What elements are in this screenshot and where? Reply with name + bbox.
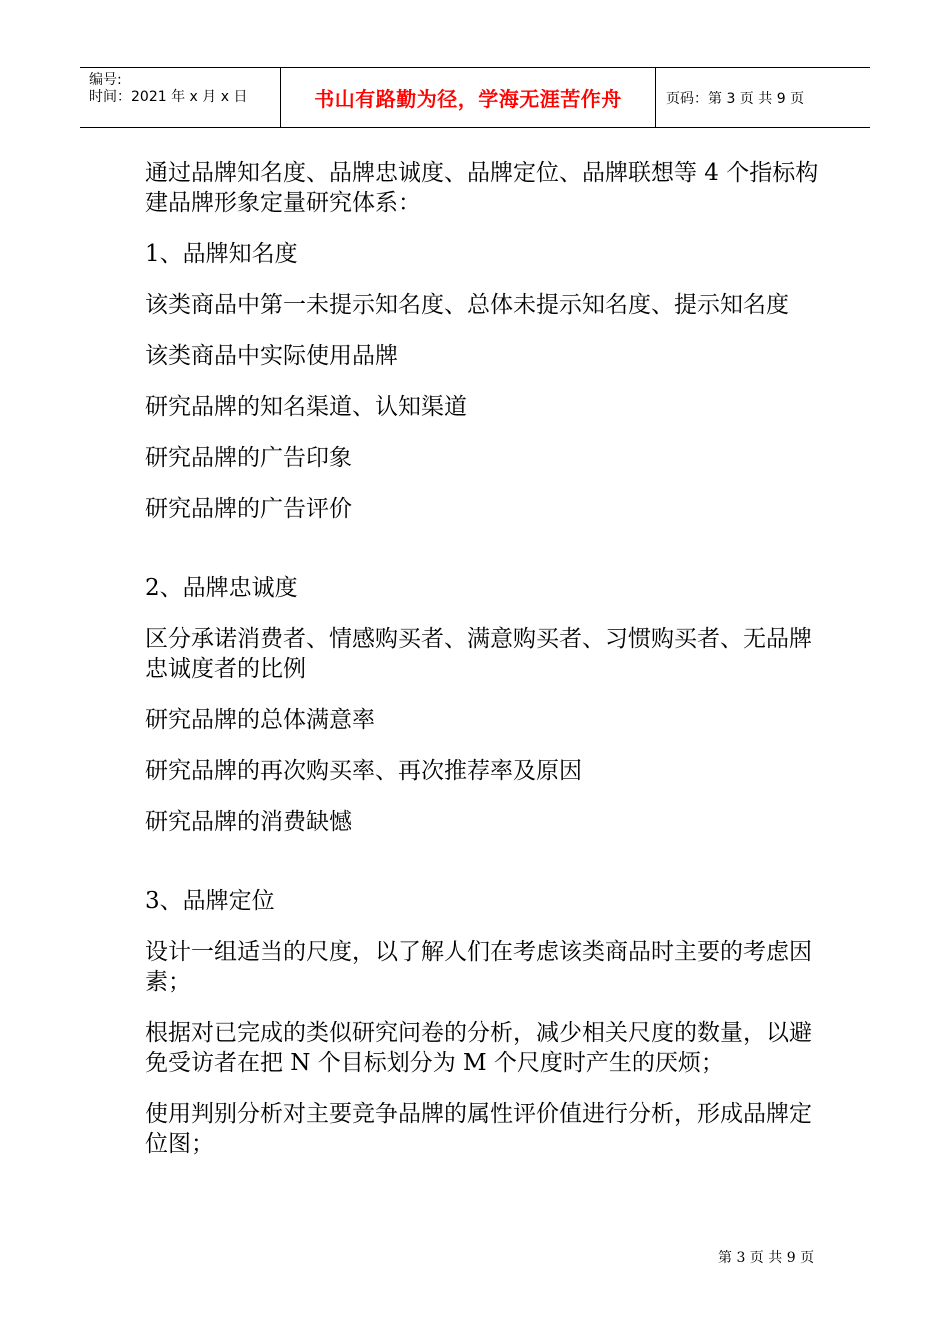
body-paragraph: 研究品牌的再次购买率、再次推荐率及原因	[145, 758, 582, 784]
page-footer: 第 3 页 共 9 页	[718, 1250, 815, 1266]
body-paragraph: 研究品牌的知名渠道、认知渠道	[145, 394, 467, 420]
body-paragraph: 该类商品中实际使用品牌	[145, 343, 398, 369]
body-paragraph: 研究品牌的广告印象	[145, 445, 352, 471]
body-paragraph: 设计一组适当的尺度，以了解人们在考虑该类商品时主要的考虑因素；	[145, 939, 812, 995]
header-meta	[80, 68, 281, 127]
document-time-label: 时间：2021 年 x 月 x 日	[89, 89, 248, 105]
body-paragraph: 该类商品中第一未提示知名度、总体未提示知名度、提示知名度	[145, 292, 789, 318]
body-paragraph: 研究品牌的广告评价	[145, 496, 352, 522]
document-number-label: 编号:	[89, 72, 122, 88]
document-body	[145, 158, 825, 1180]
body-paragraph: 研究品牌的消费缺憾	[145, 809, 352, 835]
body-paragraph: 根据对已完成的类似研究问卷的分析，减少相关尺度的数量，以避免受访者在把 N 个目标划分为 M 个尺度时产生的厌烦；	[145, 1020, 812, 1076]
header-page-number: 页码：第 3 页 共 9 页	[666, 90, 805, 107]
section-heading-loyalty: 2、品牌忠诚度	[145, 575, 298, 601]
section-heading-positioning: 3、品牌定位	[145, 888, 275, 914]
intro-paragraph: 通过品牌知名度、品牌忠诚度、品牌定位、品牌联想等 4 个指标构建品牌形象定量研究体系：	[145, 160, 819, 216]
header-motto: 书山有路勤为径，学海无涯苦作舟	[281, 68, 656, 127]
body-paragraph: 区分承诺消费者、情感购买者、满意购买者、习惯购买者、无品牌忠诚度者的比例	[145, 626, 812, 682]
body-paragraph: 使用判别分析对主要竞争品牌的属性评价值进行分析，形成品牌定位图；	[145, 1101, 812, 1157]
page-header	[80, 67, 870, 128]
section-heading-awareness: 1、品牌知名度	[145, 241, 298, 267]
body-paragraph: 研究品牌的总体满意率	[145, 707, 375, 733]
